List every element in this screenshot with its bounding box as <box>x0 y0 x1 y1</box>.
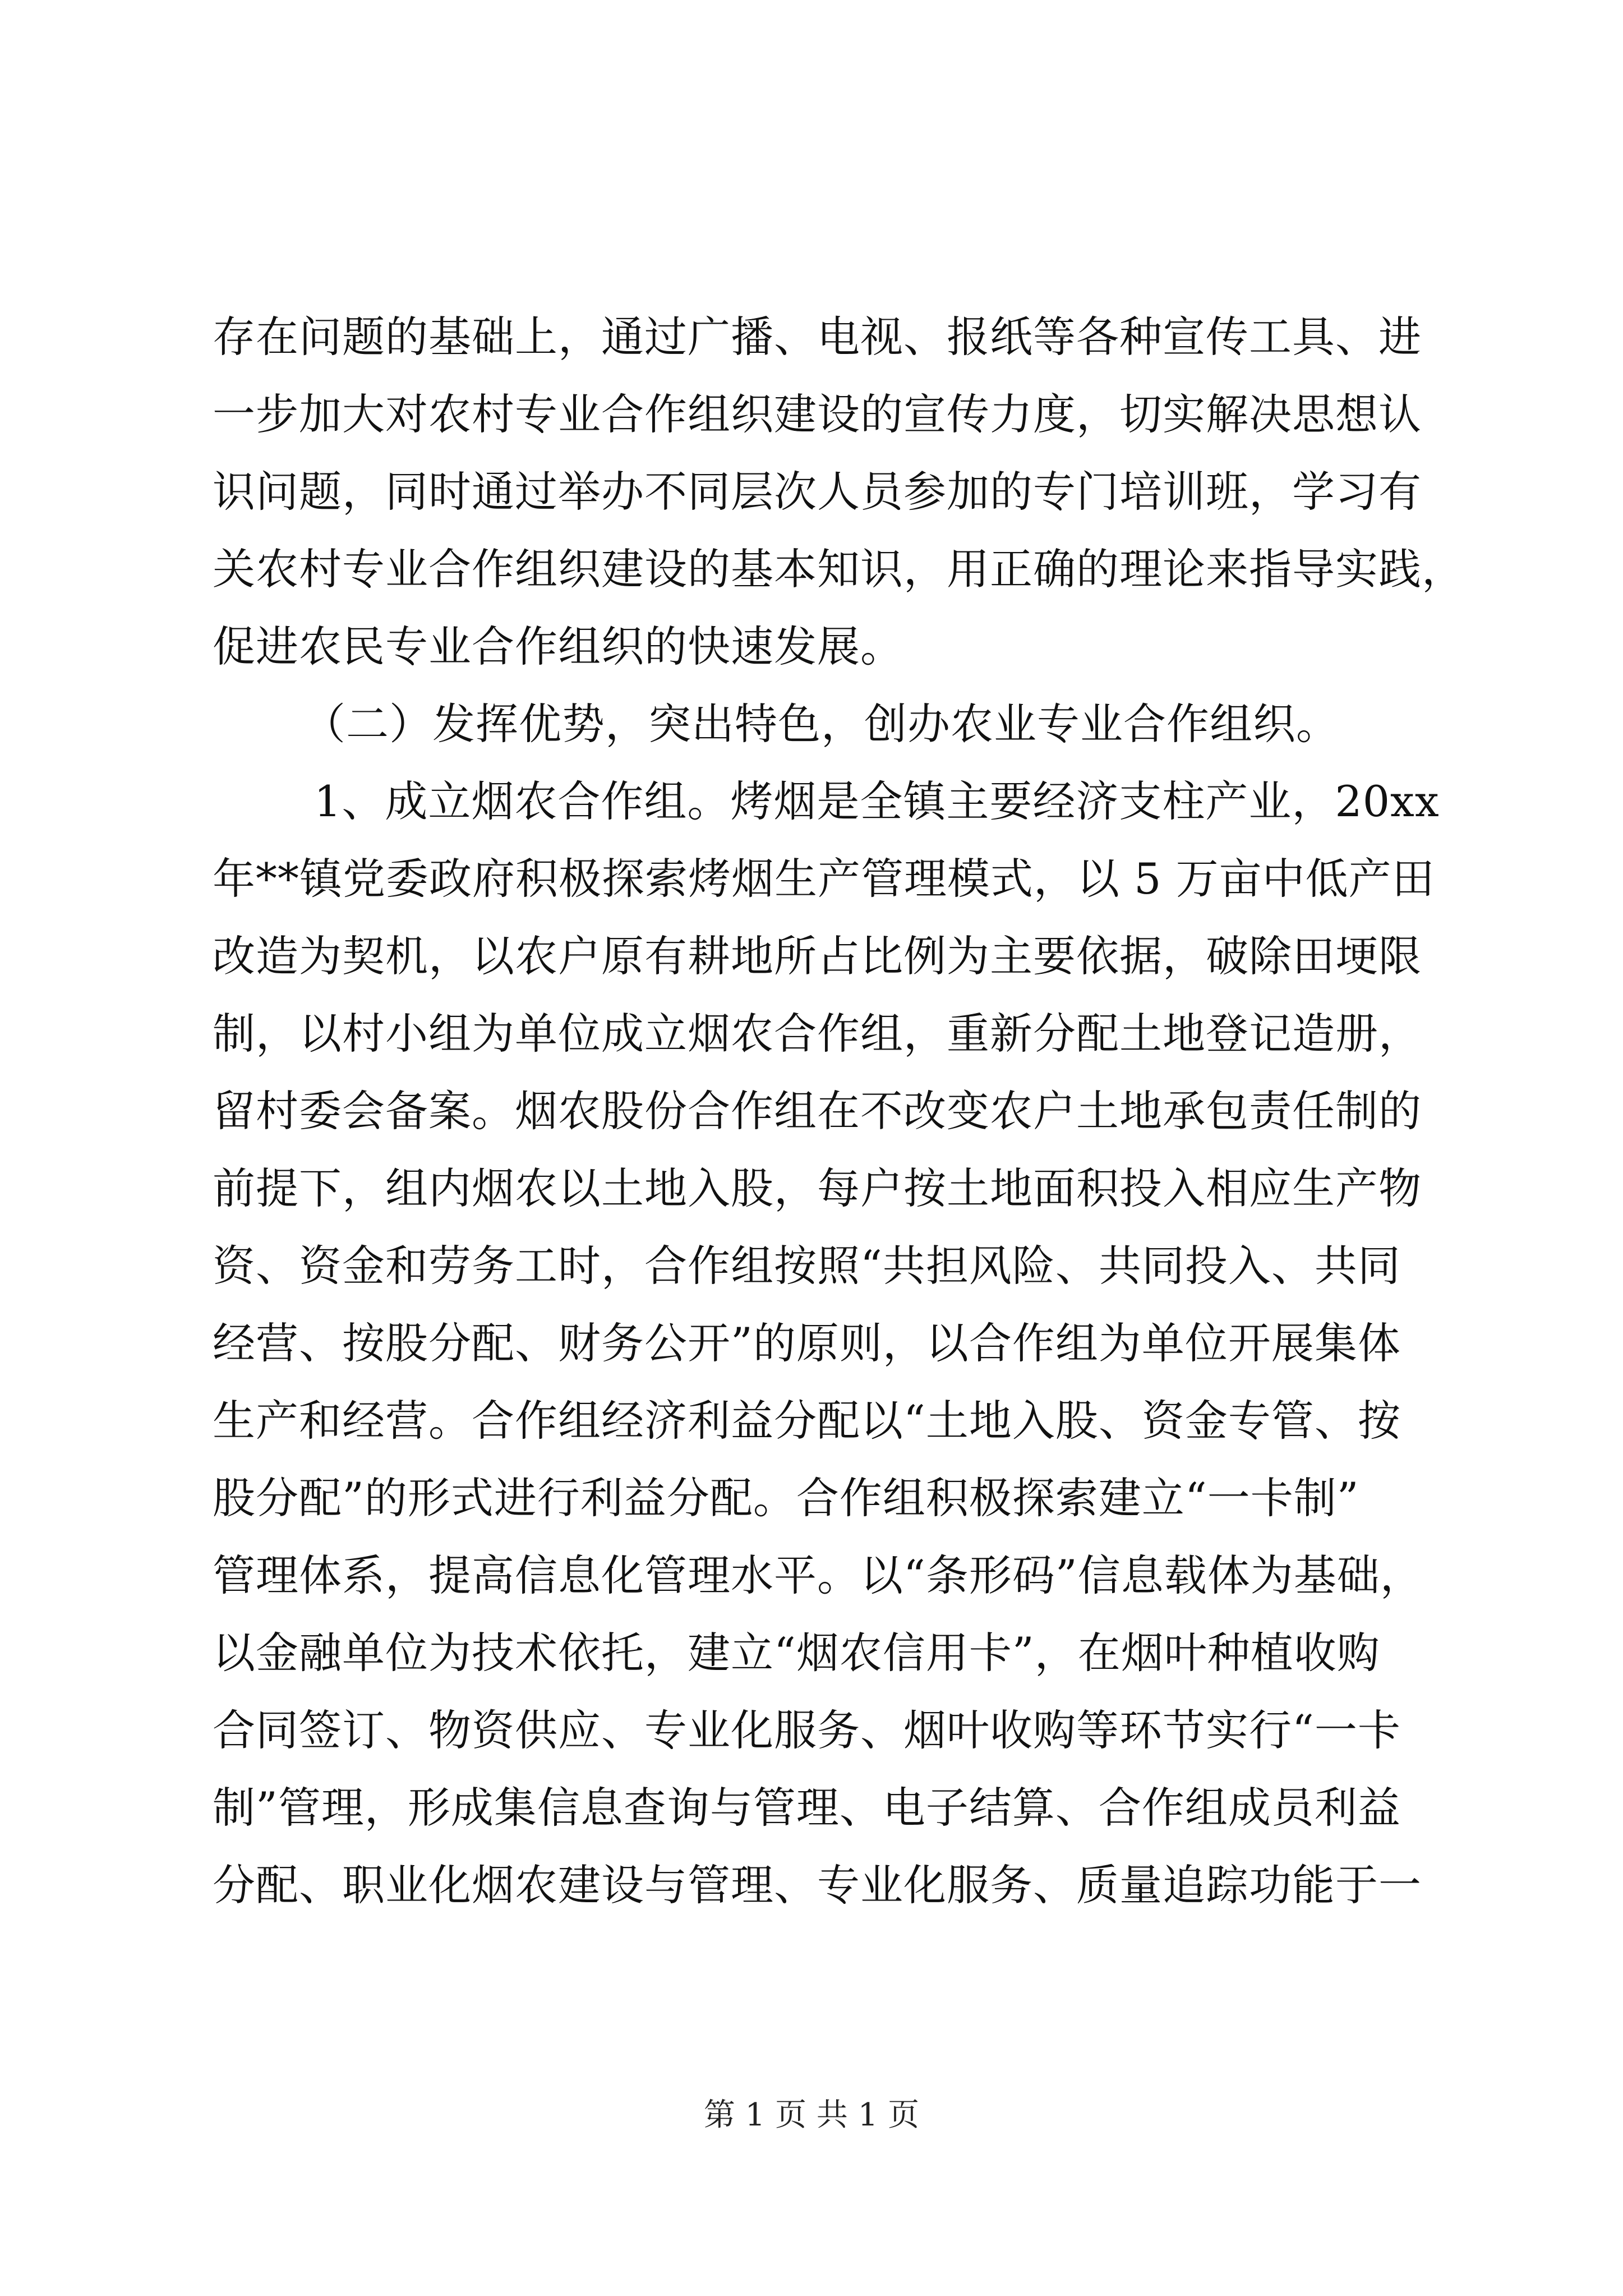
text-line-12: 前提下，组内烟农以土地入股，每户按土地面积投入相应生产物 <box>213 1163 1422 1213</box>
text-line-15: 生产和经营。合作组经济利益分配以“土地入股、资金专管、按 <box>213 1396 1401 1446</box>
text-line-19: 合同签订、物资供应、专业化服务、烟叶收购等环节实行“一卡 <box>213 1705 1401 1755</box>
text-line-8: 年**镇党委政府积极探索烤烟生产管理模式，以 5 万亩中低产田 <box>213 854 1435 904</box>
text-line-3: 识问题，同时通过举办不同层次人员参加的专门培训班，学习有 <box>213 467 1422 517</box>
text-line-14: 经营、按股分配、财务公开”的原则，以合作组为单位开展集体 <box>213 1318 1401 1368</box>
text-line-10: 制，以村小组为单位成立烟农合作组，重新分配土地登记造册， <box>213 1009 1422 1059</box>
text-line-5: 促进农民专业合作组织的快速发展。 <box>213 622 903 671</box>
text-line-2: 一步加大对农村专业合作组织建设的宣传力度，切实解决思想认 <box>213 389 1422 439</box>
text-line-16: 股分配”的形式进行利益分配。合作组积极探索建立“一卡制” <box>213 1473 1359 1523</box>
section-heading: （二）发挥优势，突出特色，创办农业专业合作组织。 <box>303 699 1339 749</box>
text-line-18: 以金融单位为技术依托，建立“烟农信用卡”，在烟叶种植收购 <box>213 1628 1380 1678</box>
text-line-1: 存在问题的基础上，通过广播、电视、报纸等各种宣传工具、进 <box>213 312 1422 362</box>
text-line-9: 改造为契机，以农户原有耕地所占比例为主要依据，破除田埂限 <box>213 931 1422 981</box>
text-line-4: 关农村专业合作组织建设的基本知识，用正确的理论来指导实践， <box>213 544 1465 594</box>
text-line-13: 资、资金和劳务工时，合作组按照“共担风险、共同投入、共同 <box>213 1241 1401 1291</box>
text-line-11: 留村委会备案。烟农股份合作组在不改变农户土地承包责任制的 <box>213 1086 1422 1136</box>
page-number-footer: 第 1 页 共 1 页 <box>703 2097 920 2133</box>
text-line-7: 1、成立烟农合作组。烤烟是全镇主要经济支柱产业，20xx <box>314 776 1440 826</box>
text-line-21: 分配、职业化烟农建设与管理、专业化服务、质量追踪功能于一 <box>213 1860 1422 1910</box>
text-line-17: 管理体系，提高信息化管理水平。以“条形码”信息载体为基础， <box>213 1550 1423 1600</box>
text-line-20: 制”管理，形成集信息查询与管理、电子结算、合作组成员利益 <box>213 1783 1401 1833</box>
